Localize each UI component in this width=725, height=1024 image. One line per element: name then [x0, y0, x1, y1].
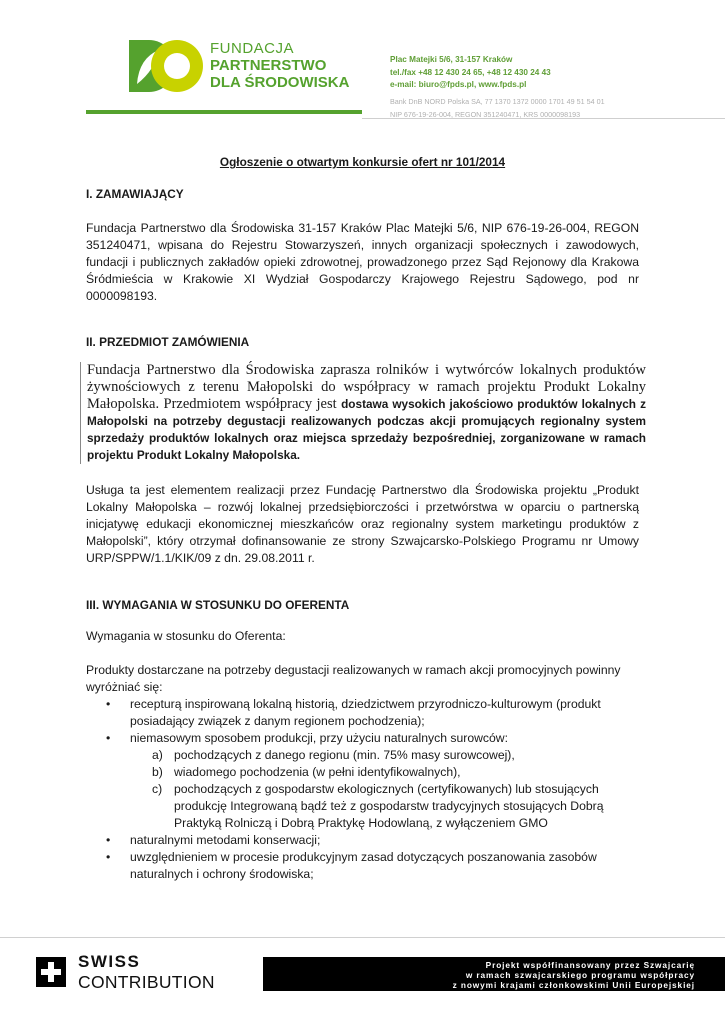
document-title: Ogłoszenie o otwartym konkursie ofert nr 101/2014 [219, 155, 506, 169]
sub-list [100, 747, 640, 832]
header-green-rule [86, 110, 362, 114]
swiss-contribution-line-1: SWISS [78, 952, 141, 971]
footer-rule [0, 937, 725, 938]
contact-block [390, 54, 551, 92]
list-item [100, 832, 640, 849]
bullet-icon: • [106, 731, 111, 745]
foundation-logo-text [210, 40, 349, 91]
bank-account: Bank DnB NORD Polska SA, 77 1370 1372 0000 1701 49 51 54 01 [390, 97, 605, 106]
section-2-serif-text: Fundacja Partnerstwo dla Środowiska zaprasza rolników i wytwórców lokalnych produktów żywnościowych z terenu Małopolski do współpracy w ramach projektu Produkt Lokalny Małopolska. Przedmiotem współpracy jest [87, 362, 646, 412]
header-grey-rule [362, 118, 725, 119]
sub-list-text: wiadomego pochodzenia (w pełni identyfikowalnych), [174, 765, 461, 779]
sub-list-item [100, 747, 640, 764]
phone: tel./fax +48 12 430 24 65, +48 12 430 24 43 [390, 67, 551, 77]
list-item-text: uwzględnieniem w procesie produkcyjnym zasad dotyczących poszanowania zasobów naturalnych i ochrony środowiska; [130, 850, 597, 881]
sub-list-text: pochodzących z gospodarstw ekologicznych (certyfikowanych) lub stosujących produkcję Integrowaną bądź też z gospodarstw tradycyjnych stosujących Dobrą Praktyką Rolniczą i Dobrą Praktykę Hodowlaną, z wyłączeniem GMO [174, 782, 604, 830]
list-item-text: niemasowym sposobem produkcji, przy użyciu naturalnych surowców: [130, 731, 508, 745]
requirements-list [100, 696, 640, 883]
sub-list-item [100, 764, 640, 781]
address: Plac Matejki 5/6, 31-157 Kraków [390, 55, 513, 64]
list-item-text: naturalnymi metodami konserwacji; [130, 833, 321, 847]
section-3-intro: Wymagania w stosunku do Oferenta: [86, 629, 286, 643]
bullet-icon: • [106, 850, 111, 864]
banner-line-1: Projekt współfinansowany przez Szwajcarię [485, 960, 695, 970]
sub-list-text: pochodzących z danego regionu (min. 75% masy surowcowej), [174, 748, 515, 762]
cofinancing-banner [263, 957, 725, 991]
swiss-cross-icon [36, 957, 66, 987]
banner-line-3: z nowymi krajami członkowskimi Unii Europejskiej [452, 980, 695, 990]
section-1-heading: I. ZAMAWIAJĄCY [86, 187, 184, 201]
email: e-mail: biuro@fpds.pl, www.fpds.pl [390, 80, 527, 89]
section-2-heading: II. PRZEDMIOT ZAMÓWIENIA [86, 335, 250, 349]
sub-list-marker: a) [152, 748, 163, 762]
logo-line-2: PARTNERSTWO [210, 57, 327, 74]
sub-list-marker: c) [152, 782, 163, 796]
logo-line-3: DLA ŚRODOWISKA [210, 74, 350, 91]
bullet-icon: • [106, 697, 111, 711]
section-2-paragraph: Usługa ta jest elementem realizacji przez Fundację Partnerstwo dla Środowiska projektu „Produkt Lokalny Małopolska – rozwój lokalnej przedsiębiorczości i przetwórstwa w oparciu o partnerską inicjatywę edukacji ekonomicznej mieszkańców oraz regionalny system marketingu produktów z Małopolski”, który otrzymał dofinansowanie ze strony Szwajcarsko-Polskiego Programu nr Umowy URP/SPPW/1.1/KIK/09 z dn. 29.08.2011 r. [86, 483, 639, 565]
list-item-text: recepturą inspirowaną lokalną historią, dziedzictwem przyrodniczo-kulturowym (produkt posiadający związek z danym regionem pochodzenia); [130, 697, 601, 728]
swiss-contribution-line-2: CONTRIBUTION [78, 972, 215, 992]
section-1-paragraph: Fundacja Partnerstwo dla Środowiska 31-157 Kraków Plac Matejki 5/6, NIP 676-19-26-004, REGON 351240471, wpisana do Rejestru Stowarzyszeń, innych organizacji społecznych i zawodowych, fundacji i publicznych zakładów opieki zdrowotnej, prowadzonego przez Sąd Rejonowy dla Krakowa Śródmieścia w Krakowie XI Wydział Gospodarczy Krajowego Rejestru Sądowego, pod nr 0000098193. [86, 221, 639, 303]
section-3-heading: III. WYMAGANIA W STOSUNKU DO OFERENTA [86, 598, 350, 612]
section-3-paragraph: Produkty dostarczane na potrzeby degustacji realizowanych w ramach akcji promocyjnych powinny wyróżniać się: [86, 663, 621, 694]
sub-list-item [100, 781, 640, 832]
list-item [100, 730, 640, 747]
section-2-bold-text: dostawa wysokich jakościowo produktów lokalnych z Małopolski na potrzeby degustacji realizowanych podczas akcji promujących regionalny system sprzedaży produktów lokalnych oraz miejsca sprzedaży bezpośredniej, zorganizowane w ramach projektu Produkt Lokalny Małopolska. [87, 397, 646, 462]
list-item [100, 849, 640, 883]
list-item [100, 696, 640, 730]
registry-numbers: NIP 676-19-26-004, REGON 351240471, KRS 0000098193 [390, 109, 581, 119]
section-2-highlight-box [80, 362, 646, 464]
banner-line-2: w ramach szwajcarskiego programu współpracy [465, 970, 695, 980]
logo-line-1: FUNDACJA [210, 40, 295, 57]
sub-list-marker: b) [152, 765, 163, 779]
bullet-icon: • [106, 833, 111, 847]
